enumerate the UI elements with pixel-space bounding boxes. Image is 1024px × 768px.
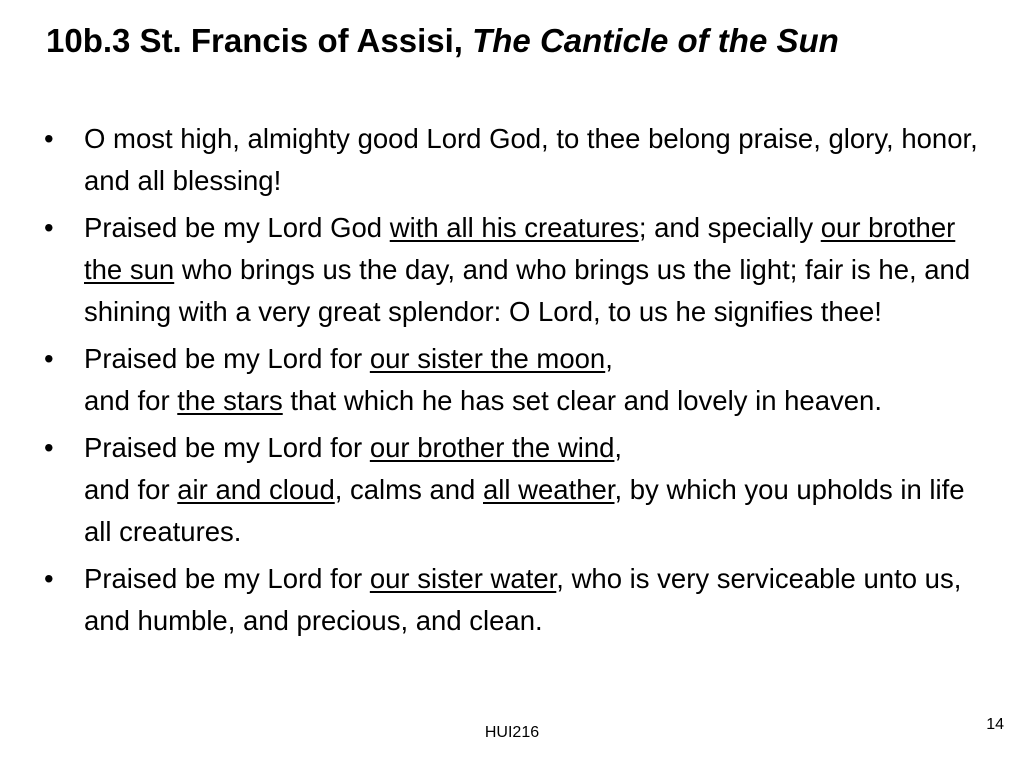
page-number: 14 [986, 716, 1004, 733]
bullet-marker: • [44, 212, 54, 243]
bullet-marker: • [44, 563, 54, 594]
bullet-text: , calms and [334, 474, 483, 505]
bullet-text: and for [84, 385, 178, 416]
bullet-item [44, 118, 984, 202]
underlined-phrase: with all his creatures [389, 212, 639, 243]
bullet-item [44, 207, 984, 333]
bullet-list [44, 118, 984, 647]
bullet-text: ; and specially [638, 212, 821, 243]
title-work-name: The Canticle of the Sun [472, 22, 839, 59]
footer-label: HUI216 [484, 724, 540, 741]
underlined-phrase: all weather [483, 474, 615, 505]
bullet-marker: • [44, 343, 54, 374]
title-prefix: 10b.3 St. Francis of Assisi, [46, 22, 473, 59]
bullet-text: Praised be my Lord for [84, 432, 370, 463]
underlined-phrase: our sister the moon [369, 343, 606, 374]
bullet-text: and for [84, 474, 178, 505]
slide-title [46, 20, 996, 61]
bullet-marker: • [44, 432, 54, 463]
bullet-item [44, 338, 984, 422]
bullet-item [44, 427, 984, 553]
bullet-text: , who is very serviceable unto us, and humble, and precious, and clean. [84, 563, 962, 636]
bullet-text: O most high, almighty good Lord God, to thee belong praise, glory, honor, and all blessing! [84, 123, 978, 196]
underlined-phrase: air and cloud [177, 474, 335, 505]
underlined-phrase: our brother the sun [84, 212, 956, 285]
bullet-text: Praised be my Lord God [84, 212, 390, 243]
underlined-phrase: the stars [177, 385, 283, 416]
bullet-text: , [614, 432, 623, 463]
underlined-phrase: our brother the wind [369, 432, 615, 463]
bullet-text: Praised be my Lord for [84, 563, 370, 594]
bullet-marker: • [44, 123, 54, 154]
bullet-text: Praised be my Lord for [84, 343, 370, 374]
bullet-text: , by which you upholds in life all creatures. [84, 474, 965, 547]
underlined-phrase: our sister water [369, 563, 557, 594]
bullet-text: , [605, 343, 613, 374]
bullet-text: that which he has set clear and lovely in heaven. [282, 385, 882, 416]
bullet-item [44, 558, 984, 642]
bullet-text: who brings us the day, and who brings us the light; fair is he, and shining with a very great splendor: O Lord, to us he signifies thee! [84, 254, 971, 327]
